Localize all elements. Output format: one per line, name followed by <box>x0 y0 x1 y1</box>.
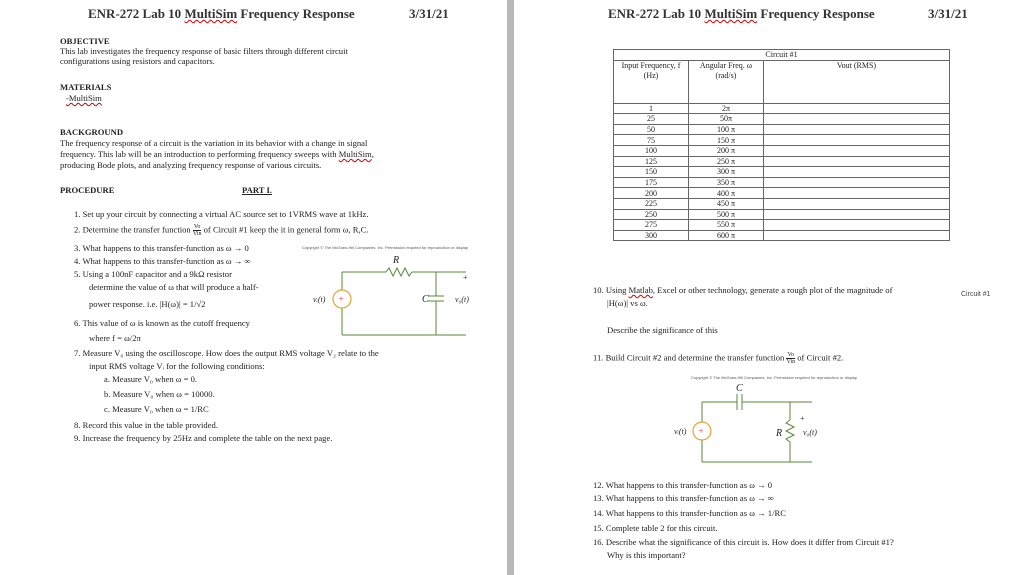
background-line-1: The frequency response of a circuit is the variation in its behavior with a change in signal <box>60 138 368 148</box>
table-row: 1 2π <box>614 103 950 114</box>
step-5-line-1: 5. Using a 100nF capacitor and a 9kΩ resistor <box>74 269 232 279</box>
step-10-line-1: 10. Using Matlab, Excel or other technology, generate a rough plot of the magnitude of <box>593 285 893 295</box>
vo-label: v₀(t) <box>455 295 469 304</box>
step-7-line-1: 7. Measure V₀ using the oscilloscope. How does the output RMS voltage V₂ relate to the <box>74 348 379 358</box>
objective-line-2: configurations using resistors and capacitors. <box>60 56 215 66</box>
resistor-r-label: R <box>776 428 783 439</box>
right-header-title: ENR-272 Lab 10 MultiSim Frequency Response <box>608 6 875 21</box>
table-row: 175 350 π <box>614 177 950 188</box>
capacitor-c-label: C <box>422 294 429 305</box>
vi-label: vᵢ(t) <box>674 427 687 436</box>
objective-line-1: This lab investigates the frequency response of basic filters through different circuit <box>60 46 348 56</box>
header-angular-frequency: Angular Freq. ω (rad/s) <box>689 60 764 103</box>
capacitor-c-label: C <box>736 383 743 394</box>
step-7b: b. Measure V₀ when ω = 10000. <box>104 389 215 399</box>
circuit-1-copyright: Copyright © The McGraw-Hill Companies, Inc. Permission required for reproduction or display <box>302 245 469 250</box>
step-13: 13. What happens to this transfer-function as ω → ∞ <box>593 493 774 503</box>
step-11: 11. Build Circuit #2 and determine the transfer function Vo Vin of Circuit #2. <box>593 352 844 365</box>
step-12: 12. What happens to this transfer-function as ω → 0 <box>593 480 773 490</box>
left-page[interactable] <box>0 0 507 575</box>
step-2: 2. Determine the transfer function Vo Vin of Circuit #1 keep the it in general form ω, R,C. <box>74 224 369 237</box>
step-6-line-2: where f = ω/2π <box>89 333 141 343</box>
materials-item: -MultiSim <box>66 93 102 103</box>
step-10-line-2: |H(ω)| vs ω. <box>607 298 648 308</box>
table-row: 300 600 π <box>614 230 950 241</box>
circuit-1-diagram <box>296 250 501 350</box>
vo-plus-label: + <box>463 273 468 282</box>
circuit-2-diagram <box>672 380 857 475</box>
header-vout: Vout (RMS) <box>764 60 950 103</box>
table-row: 50 100 π <box>614 124 950 135</box>
table-row: 75 150 π <box>614 135 950 146</box>
background-line-2: frequency. This lab will be an introduction to performing frequency sweeps with MultiSim, <box>60 149 374 159</box>
step-5-line-2: determine the value of ω that will produce a half- <box>89 282 259 292</box>
background-heading: BACKGROUND <box>60 127 124 137</box>
step-1: 1. Set up your circuit by connecting a virtual AC source set to 1VRMS wave at 1kHz. <box>74 209 369 219</box>
vo-label: v₀(t) <box>803 428 817 437</box>
step-5-line-3: power response. i.e. |H(ω)| = 1/√2 <box>89 299 206 309</box>
table-caption: Circuit #1 <box>614 50 950 61</box>
describe-line: Describe the significance of this <box>607 325 718 335</box>
step-7a: a. Measure V₀ when ω = 0. <box>104 374 198 384</box>
ac-source-plus: + <box>698 426 704 436</box>
table-row: 150 300 π <box>614 167 950 178</box>
step-4: 4. What happens to this transfer-function as ω → ∞ <box>74 256 251 266</box>
step-3: 3. What happens to this transfer-function as ω → 0 <box>74 243 249 253</box>
resistor-r-symbol <box>386 268 412 276</box>
table-row: 275 550 π <box>614 220 950 231</box>
table-row: 200 400 π <box>614 188 950 199</box>
vo-plus-label: + <box>800 414 805 423</box>
materials-heading: MATERIALS <box>60 82 112 92</box>
table-row: 25 50π <box>614 114 950 125</box>
part-heading: PART I. <box>242 185 272 195</box>
table-row: 100 200 π <box>614 145 950 156</box>
resistor-r-label: R <box>393 255 400 266</box>
header-input-frequency: Input Frequency, f (Hz) <box>614 60 689 103</box>
left-header-title: ENR-272 Lab 10 MultiSim Frequency Response <box>88 6 355 21</box>
table-row: 225 450 π <box>614 198 950 209</box>
left-header-date: 3/31/21 <box>409 6 449 21</box>
objective-heading: OBJECTIVE <box>60 36 110 46</box>
resistor-r-symbol <box>786 420 794 442</box>
step-16-line-2: Why is this important? <box>607 550 686 560</box>
step-7c: c. Measure V₀ when ω = 1/RC <box>104 404 209 414</box>
circuit-1-table <box>613 49 950 241</box>
table-row: 250 500 π <box>614 209 950 220</box>
step-8: 8. Record this value in the table provided. <box>74 420 218 430</box>
right-page[interactable] <box>514 0 1024 575</box>
circuit-2-copyright: Copyright © The McGraw-Hill Companies, Inc. Permission required for reproduction or display <box>691 375 858 380</box>
procedure-heading: PROCEDURE <box>60 185 115 195</box>
ac-source-plus: + <box>338 294 344 304</box>
step-15: 15. Complete table 2 for this circuit. <box>593 523 718 533</box>
table-row: 125 250 π <box>614 156 950 167</box>
step-9: 9. Increase the frequency by 25Hz and complete the table on the next page. <box>74 433 333 443</box>
step-14: 14. What happens to this transfer-function as ω → 1/RC <box>593 508 786 518</box>
step-6-line-1: 6. This value of ω is known as the cutoff frequency <box>74 318 250 328</box>
side-label: Circuit #1 <box>961 291 991 298</box>
step-16-line-1: 16. Describe what the significance of this circuit is. How does it differ from Circuit #1? <box>593 537 894 547</box>
background-line-3: producing Bode plots, and analyzing frequency response of various circuits. <box>60 160 322 170</box>
right-header-date: 3/31/21 <box>928 6 968 21</box>
step-7-line-2: input RMS voltage Vᵢ for the following conditions: <box>89 361 265 371</box>
vi-label: vᵢ(t) <box>313 295 326 304</box>
page-gap <box>507 0 514 575</box>
